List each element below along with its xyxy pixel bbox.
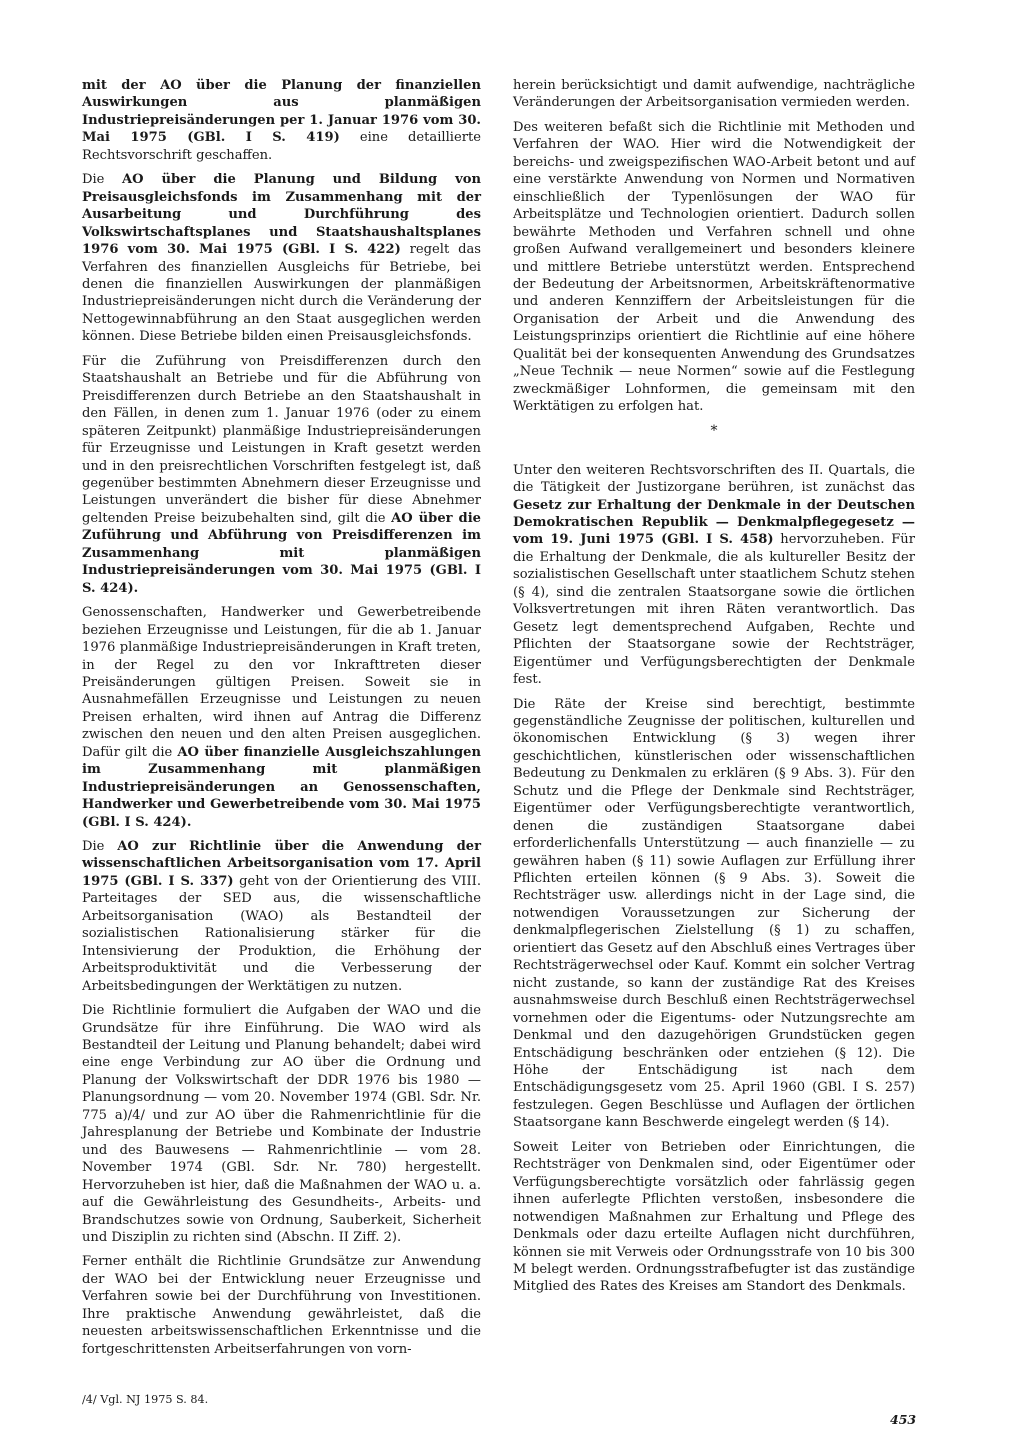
text-run: Genossenschaften, Handwerker und Gewerbetreibende beziehen Erzeugnisse und Leistungen, für die ab 1. Januar 1976 planmäßige Industriepreisänderungen in Kraft treten, in der Regel zu den vor Inkrafttreten dieser Preisänderungen gültigen Preisen. Soweit sie in Ausnahmefällen Erzeugnisse und Leistungen zu neuen Preisen erhalten, wird ihnen auf Antrag die Differenz zwischen den neuen und den alten Preisen ausgeglichen. Dafür gilt die [82, 605, 481, 760]
paragraph [82, 77, 481, 164]
text-run: regelt das Verfahren des finanziellen Ausgleichs für Betriebe, bei denen die finanziellen Auswirkungen der planmäßigen Industriepreisänderungen nicht durch die Veränderung der Nettogewinnabführung an den Staat ausgeglichen werden können. Diese Betriebe bilden einen Preisausgleichsfonds. [82, 242, 481, 345]
bold-run: mit der AO über die Planung der finanziellen Auswirkungen aus planmäßigen Industriepreisänderungen per 1. Januar 1976 vom 30. Mai 1975 (GBl. I S. 419) [82, 78, 481, 146]
bold-run: AO über die Zuführung und Abführung von Preisdifferenzen im Zusammenhang mit planmäßigen Industriepreisänderungen vom 30. Mai 1975 (GBl. I S. 424). [82, 510, 481, 596]
text-run: Unter den weiteren Rechtsvorschriften des II. Quartals, die die Tätigkeit der Justizorgane berühren, ist zunächst das [513, 462, 915, 496]
text-run: Die Räte der Kreise sind berechtigt, bestimmte gegenständliche Zeugnisse der politischen, kulturellen und ökonomischen Entwicklung (§ 3) wegen ihrer geschichtlichen, künstlerischen oder wissenschaftlichen Bedeutung zu Denkmalen zu erklären (§ 9 Abs. 3). Für den Schutz und die Pflege der Denkmale sind Rechtsträger, Eigentümer oder Verfügungsberechtigte verantwortlich, denen die zuständigen Staatsorgane dabei erforderlichenfalls Unterstützung — auch finanzielle — zu gewähren haben (§ 11) sowie Auflagen zur Erfüllung ihrer Pflichten erteilen können (§ 9 Abs. 3). Soweit die Rechtsträger usw. allerdings nicht in der Lage sind, die notwendigen Voraussetzungen zur Sicherung der denkmalpflegerischen Zielstellung (§ 1) zu schaffen, orientiert das Gesetz auf den Abschluß eines Vertrages über Rechtsträgerwechsel oder Kauf. Kommt ein solcher Vertrag nicht zustande, so kann der zuständige Rat des Kreises ausnahmsweise durch Beschluß einen Rechtsträgerwechsel vornehmen oder die Eigentums- oder Nutzungsrechte am Denkmal und den dazugehörigen Grundstücken gegen Entschädigung beschränken oder entziehen (§ 12). Die Höhe der Entschädigung ist nach dem Entschädigungsgesetz vom 25. April 1960 (GBl. I S. 257) festzulegen. Gegen Beschlüsse und Auflagen der örtlichen Staatsorgane kann Beschwerde eingelegt werden (§ 14). [513, 696, 915, 1131]
text-run: Die [82, 839, 118, 855]
bold-run: Gesetz zur Erhaltung der Denkmale in der Deutschen Demokratischen Republik — Denkmalpflegegesetz — vom 19. Juni 1975 (GBl. I S. 458) [513, 497, 915, 548]
paragraph [82, 838, 481, 995]
paragraph [513, 696, 915, 1132]
text-run: hervorzuheben. Für die Erhaltung der Denkmale, die als kultureller Besitz der sozialistischen Gesellschaft unter staatlichem Schutz stehen (§ 4), sind die zentralen Staatsorgane sowie die örtlichen Volksvertretungen mit ihren Räten verantwortlich. Das Gesetz legt dementsprechend Aufgaben, Rechte und Pflichten der Staatsorgane sowie der Rechtsträger, Eigentümer und Verfügungsberechtigten der Denkmale fest. [513, 532, 915, 688]
bold-run: AO über die Planung und Bildung von Preisausgleichsfonds im Zusammenhang mit der Ausarbeitung und Durchführung des Volkswirtschaftsplanes und Staatshaushaltsplanes 1976 vom 30. Mai 1975 (GBl. I S. 422) [82, 172, 481, 258]
text-run: Die [82, 172, 122, 188]
text-run: geht von der Orientierung des VIII. Parteitages der SED aus, die wissenschaftliche Arbeitsorganisation (WAO) als Bestandteil der sozialistischen Rationalisierung stärker für die Intensivierung der Produktion, die Erhöhung der Arbeitsproduktivität und die Verbesserung der Arbeitsbedingungen der Werktätigen zu nutzen. [82, 873, 481, 994]
right-column-top [513, 77, 915, 416]
text-run: Soweit Leiter von Betrieben oder Einrichtungen, die Rechtsträger von Denkmalen sind, oder Eigentümer oder Verfügungsberechtigte vorsätzlich oder fahrlässig gegen ihnen auferlegte Pflichten verstoßen, insbesondere die notwendigen Maßnahmen zur Erhaltung und Pflege des Denkmals oder dazu erteilte Auflagen nicht durchführen, können sie mit Verweis oder Ordnungsstrafe von 10 bis 300 M belegt werden. Ordnungsstrafbefugter ist das zuständige Mitglied des Rates des Kreises am Standort des Denkmals. [513, 1139, 915, 1295]
paragraph [82, 604, 481, 831]
right-column-bottom [513, 462, 915, 1296]
paragraph [82, 171, 481, 346]
paragraph [82, 353, 481, 597]
paragraph [82, 1253, 481, 1358]
paragraph [513, 119, 915, 416]
text-run: herein berücksichtigt und damit aufwendige, nachträgliche Veränderungen der Arbeitsorganisation vermieden werden. [513, 78, 915, 111]
section-separator: * [710, 422, 718, 439]
paragraph [513, 462, 915, 689]
paragraph [513, 1139, 915, 1296]
paragraph [82, 1002, 481, 1246]
left-column [82, 77, 481, 1365]
bold-run: AO über finanzielle Ausgleichszahlungen im Zusammenhang mit planmäßigen Industriepreisänderungen an Genossenschaften, Handwerker und Gewerbetreibende vom 30. Mai 1975 (GBl. I S. 424). [82, 744, 481, 830]
text-run: Des weiteren befaßt sich die Richtlinie mit Methoden und Verfahren der WAO. Hier wird die Notwendigkeit der bereichs- und zweigspezifischen WAO-Arbeit betont und auf eine verstärkte Anwendung von Normen und Normativen einschließlich der Typenlösungen der WAO für Arbeitsplätze und Technologien orientiert. Dadurch sollen bewährte Methoden und Verfahren schnell und ohne großen Aufwand verallgemeinert und besonders kleinere und mittlere Betriebe unterstützt werden. Entsprechend der Bedeutung der Arbeitsnormen, Arbeitskräftenormative und anderen Kennziffern der Arbeitsleistungen für die Organisation der Arbeit und die Anwendung des Leistungsprinzips orientiert die Richtlinie auf eine höhere Qualität bei der konsequenten Anwendung des Grundsatzes „Neue Technik — neue Normen“ sowie auf die Festlegung zweckmäßiger Lohnformen, die gemeinsam mit den Werktätigen zu erfolgen hat. [513, 119, 915, 415]
right-column [513, 77, 915, 1303]
text-run: Die Richtlinie formuliert die Aufgaben der WAO und die Grundsätze für ihre Einführung. Die WAO wird als Bestandteil der Leitung und Planung behandelt; dabei wird eine enge Verbindung zur AO über die Ordnung und Planung der Volkswirtschaft der DDR 1976 bis 1980 — Planungsordnung — vom 20. November 1974 (GBl. Sdr. Nr. 775 a)/4/ und zur AO über die Rahmenrichtlinie für die Jahresplanung der Betriebe und Kombinate der Industrie und des Bauwesens — Rahmenrichtlinie — vom 28. November 1974 (GBl. Sdr. Nr. 780) hergestellt. Hervorzuheben ist hier, daß die Maßnahmen der WAO u. a. auf die Gewährleistung des Gesundheits-, Arbeits- und Brandschutzes sowie von Ordnung, Sauberkeit, Sicherheit und Disziplin zu richten sind (Abschn. II Ziff. 2). [82, 1003, 481, 1245]
page-number: 453 [890, 1412, 917, 1427]
paragraph [513, 77, 915, 112]
footnote: /4/ Vgl. NJ 1975 S. 84. [82, 1393, 209, 1406]
text-run: Ferner enthält die Richtlinie Grundsätze zur Anwendung der WAO bei der Entwicklung neuer Erzeugnisse und Verfahren sowie bei der Durchführung von Investitionen. Ihre praktische Anwendung gewährleistet, daß die neuesten arbeitswissenschaftlichen Erkenntnisse und die fortgeschrittensten Arbeitserfahrungen von vorn- [82, 1254, 481, 1357]
text-run: Für die Zuführung von Preisdifferenzen durch den Staatshaushalt an Betriebe und für die Abführung von Preisdifferenzen durch Betriebe an den Staatshaushalt in den Fällen, in denen zum 1. Januar 1976 (oder zu einem späteren Zeitpunkt) planmäßige Industriepreisänderungen für Erzeugnisse und Leistungen in Kraft gesetzt werden und in den preisrechtlichen Vorschriften festgelegt ist, daß gegenüber bestimmten Abnehmern dieser Erzeugnisse und Leistungen unverändert die bisher für diese Abnehmer geltenden Preise beizubehalten sind, gilt die [82, 353, 481, 526]
bold-run: AO zur Richtlinie über die Anwendung der wissenschaftlichen Arbeitsorganisation vom 17. April 1975 (GBl. I S. 337) [82, 839, 481, 889]
text-run: eine detaillierte Rechtsvorschrift geschaffen. [82, 130, 481, 163]
